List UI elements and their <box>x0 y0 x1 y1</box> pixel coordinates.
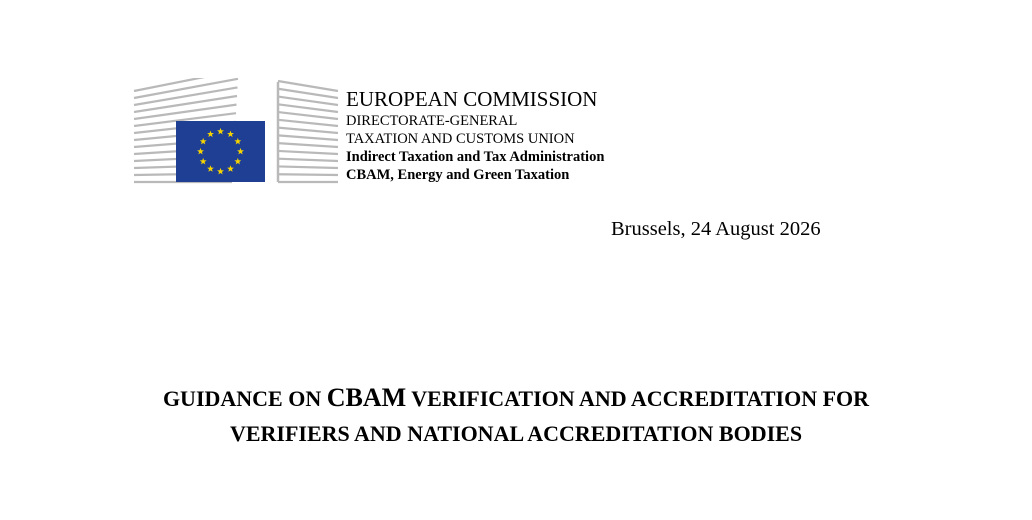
logo-line <box>278 128 338 133</box>
logo-line <box>134 105 237 119</box>
organisation-name: EUROPEAN COMMISSION <box>346 87 598 111</box>
title-emphasis: CBAM <box>326 383 407 412</box>
logo-line <box>278 159 338 161</box>
title-line1-rest: VERIFICATION AND ACCREDITATION FOR <box>406 386 870 411</box>
logo-line <box>278 112 338 119</box>
directorate-general-label: DIRECTORATE-GENERAL <box>346 113 518 129</box>
logo-line <box>278 174 338 175</box>
logo-line <box>278 151 338 154</box>
european-commission-logo-icon <box>132 78 342 186</box>
logo-line <box>278 120 338 126</box>
directorate-general-name: TAXATION AND CUSTOMS UNION <box>346 131 575 147</box>
logo-line <box>278 135 338 140</box>
logo-line <box>278 104 338 112</box>
logo-line <box>278 143 338 147</box>
title-prefix: GUIDANCE ON <box>162 386 327 411</box>
directorate-name: Indirect Taxation and Tax Administration <box>346 149 605 165</box>
document-title <box>0 380 1032 451</box>
title-line2: VERIFIERS AND NATIONAL ACCREDITATION BODIES <box>229 421 803 446</box>
logo-line <box>278 97 338 105</box>
unit-name: CBAM, Energy and Green Taxation <box>346 167 570 183</box>
logo-line <box>134 96 237 112</box>
place-and-date: Brussels, 24 August 2026 <box>611 218 821 240</box>
logo-line <box>278 166 338 168</box>
